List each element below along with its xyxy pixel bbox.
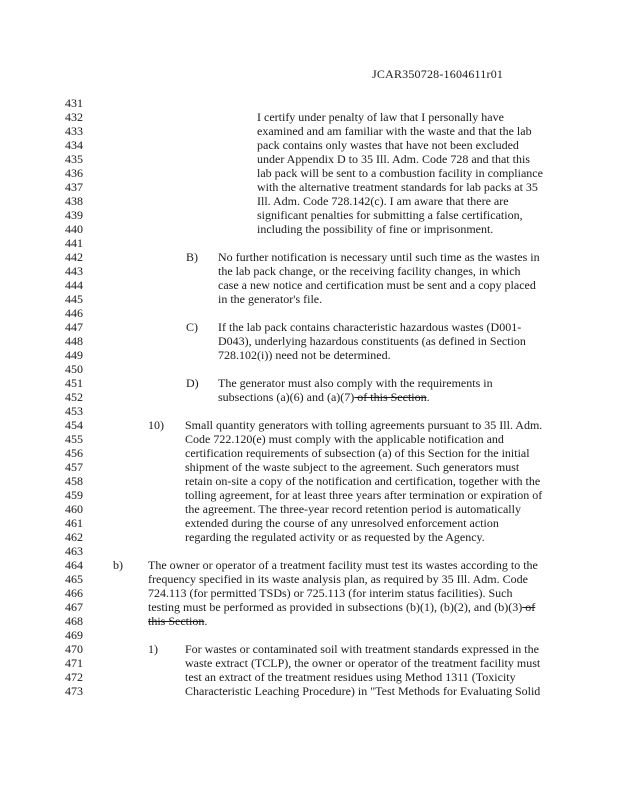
paragraph-line: 724.113 (for permitted TSDs) or 725.113 (for interim status facilities). Such (148, 586, 513, 600)
certification-line: under Appendix D to 35 Ill. Adm. Code 728 and that this (257, 152, 530, 166)
line-number: 460 (65, 502, 83, 516)
paragraph-line: regarding the regulated activity or as requested by the Agency. (185, 530, 485, 544)
line-number: 466 (65, 586, 83, 600)
certification-line: significant penalties for submitting a false certification, (257, 208, 523, 222)
struck-text: of this Section (354, 390, 427, 404)
paragraph-line: shipment of the waste subject to the agreement. Such generators must (185, 460, 520, 474)
subsection-label: B) (186, 250, 198, 264)
paragraph-line: No further notification is necessary until such time as the wastes in (218, 250, 540, 264)
paragraph-line: retain on-site a copy of the notification and certification, together with the (185, 474, 541, 488)
line-number: 467 (65, 600, 83, 614)
struck-text: of (522, 600, 536, 614)
certification-line: Ill. Adm. Code 728.142(c). I am aware that there are (257, 194, 509, 208)
line-number: 441 (65, 236, 83, 250)
paragraph-line: waste extract (TCLP), the owner or operator of the treatment facility must (185, 656, 541, 670)
line-number: 434 (65, 138, 83, 152)
paragraph-line: test an extract of the treatment residues using Method 1311 (Toxicity (185, 670, 516, 684)
line-number: 468 (65, 614, 83, 628)
inserted-text: testing must be performed as provided in subsections (b)(1), (b)(2), and (b)(3) (148, 600, 523, 614)
line-number: 446 (65, 306, 83, 320)
paragraph-line: If the lab pack contains characteristic hazardous wastes (D001- (218, 320, 522, 334)
line-number: 472 (65, 670, 83, 684)
line-number: 438 (65, 194, 83, 208)
paragraph-line: D043), underlying hazardous constituents (as defined in Section (218, 334, 526, 348)
line-number: 440 (65, 222, 83, 236)
line-number: 470 (65, 642, 83, 656)
line-number: 454 (65, 418, 83, 432)
paragraph-line: case a new notice and certification must be sent and a copy placed (218, 278, 536, 292)
line-number: 448 (65, 334, 83, 348)
punctuation: . (204, 614, 208, 628)
paragraph-line: frequency specified in its waste analysis plan, as required by 35 Ill. Adm. Code (148, 572, 528, 586)
paragraph-line: Characteristic Leaching Procedure) in "Test Methods for Evaluating Solid (185, 684, 541, 698)
line-number: 462 (65, 530, 83, 544)
paragraph-line: 728.102(i)) need not be determined. (218, 348, 391, 362)
line-number: 437 (65, 180, 83, 194)
line-number: 442 (65, 250, 83, 264)
inserted-text: subsections (a)(6) and (a)(7) (218, 390, 355, 404)
subsection-label: 10) (148, 418, 164, 432)
subsection-label: 1) (148, 642, 158, 656)
paragraph-line (218, 390, 430, 404)
paragraph-line (148, 600, 535, 614)
line-number: 461 (65, 516, 83, 530)
punctuation: . (426, 390, 430, 404)
certification-line: I certify under penalty of law that I personally have (257, 110, 504, 124)
line-number: 431 (65, 96, 83, 110)
line-number: 457 (65, 460, 83, 474)
line-number: 444 (65, 278, 83, 292)
paragraph-line: the agreement. The three-year record retention period is automatically (185, 502, 521, 516)
certification-line: pack contains only wastes that have not been excluded (257, 138, 519, 152)
paragraph-line: The owner or operator of a treatment facility must test its wastes according to the (148, 558, 538, 572)
line-number: 447 (65, 320, 83, 334)
certification-line: examined and am familiar with the waste and that the lab (257, 124, 532, 138)
paragraph-line: tolling agreement, for at least three years after termination or expiration of (185, 488, 543, 502)
line-number: 463 (65, 544, 83, 558)
paragraph-line (148, 614, 207, 628)
document-id: JCAR350728-1604611r01 (372, 67, 504, 81)
line-number: 439 (65, 208, 83, 222)
line-number: 450 (65, 362, 83, 376)
line-number: 464 (65, 558, 83, 572)
subsection-label: D) (186, 376, 199, 390)
paragraph-line: certification requirements of subsection (a) of this Section for the initial (185, 446, 530, 460)
subsection-label: b) (113, 558, 123, 572)
line-number: 436 (65, 166, 83, 180)
line-number: 473 (65, 684, 83, 698)
line-number: 432 (65, 110, 83, 124)
line-number: 443 (65, 264, 83, 278)
struck-text: this Section (148, 614, 205, 628)
certification-line: with the alternative treatment standards for lab packs at 35 (257, 180, 538, 194)
paragraph-line: extended during the course of any unresolved enforcement action (185, 516, 499, 530)
line-number: 453 (65, 404, 83, 418)
certification-line: including the possibility of fine or imprisonment. (257, 222, 494, 236)
line-number: 455 (65, 432, 83, 446)
paragraph-line: For wastes or contaminated soil with treatment standards expressed in the (185, 642, 539, 656)
line-number: 465 (65, 572, 83, 586)
line-number: 456 (65, 446, 83, 460)
paragraph-line: Code 722.120(e) must comply with the applicable notification and (185, 432, 504, 446)
line-number: 433 (65, 124, 83, 138)
paragraph-line: in the generator's file. (218, 292, 323, 306)
line-number: 435 (65, 152, 83, 166)
paragraph-line: The generator must also comply with the requirements in (218, 376, 493, 390)
line-number: 458 (65, 474, 83, 488)
line-number: 459 (65, 488, 83, 502)
line-number: 445 (65, 292, 83, 306)
certification-line: lab pack will be sent to a combustion facility in compliance (257, 166, 543, 180)
line-number: 449 (65, 348, 83, 362)
paragraph-line: the lab pack change, or the receiving facility changes, in which (218, 264, 521, 278)
subsection-label: C) (186, 320, 198, 334)
line-number: 471 (65, 656, 83, 670)
paragraph-line: Small quantity generators with tolling agreements pursuant to 35 Ill. Adm. (185, 418, 543, 432)
line-number: 451 (65, 376, 83, 390)
line-number: 452 (65, 390, 83, 404)
line-number: 469 (65, 628, 83, 642)
